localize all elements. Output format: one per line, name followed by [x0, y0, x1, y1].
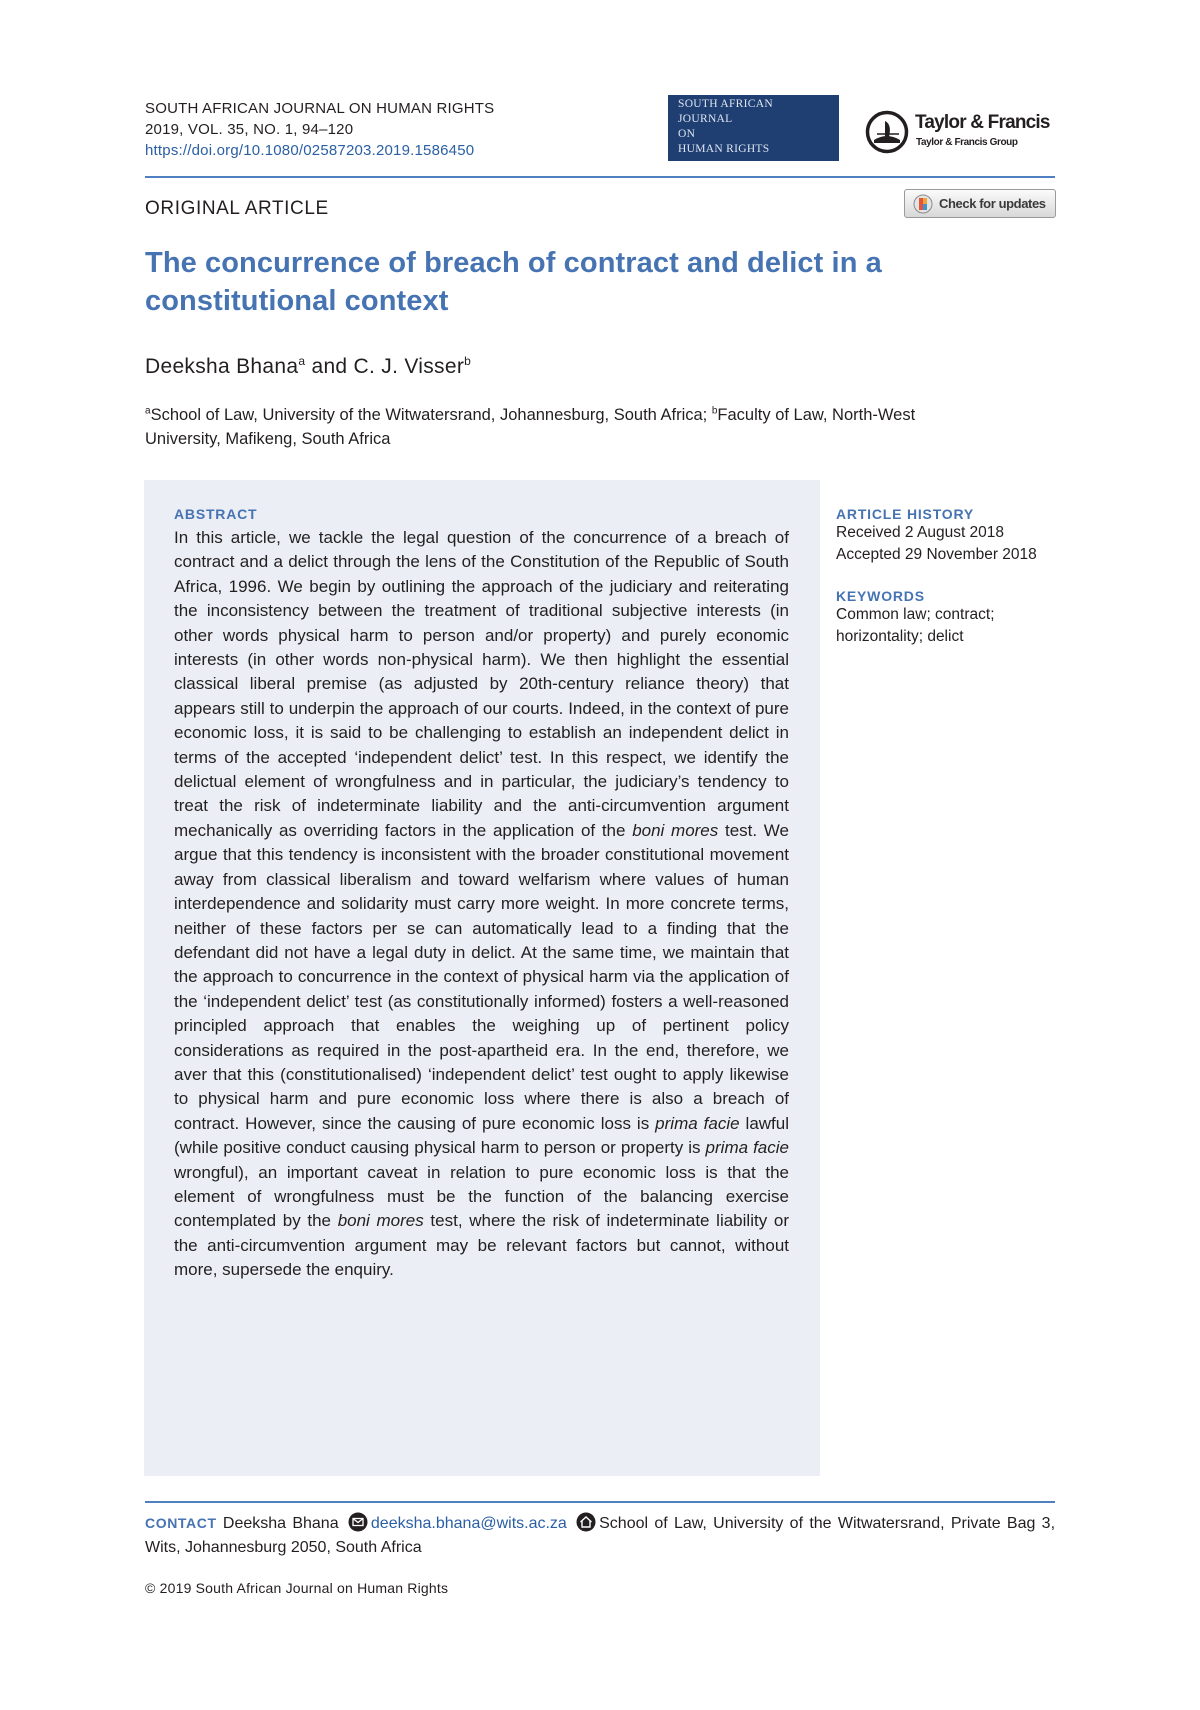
abstract-italic: boni mores — [337, 1211, 424, 1231]
contact-email-link[interactable]: deeksha.bhana@wits.ac.za — [370, 1515, 567, 1532]
author-separator: and — [305, 355, 354, 378]
contact-label: CONTACT — [145, 1515, 217, 1531]
copyright-notice: © 2019 South African Journal on Human Rights — [145, 1580, 449, 1596]
abstract-text — [174, 526, 789, 1283]
journal-cover-logo — [668, 95, 839, 161]
affiliation-mark: b — [464, 354, 472, 368]
journal-header — [145, 98, 1055, 176]
keywords-list: Common law; contract; horizontality; delict — [836, 606, 995, 645]
abstract-segment: In this article, we tackle the legal question of the concurrence of a breach of contract and a delict through the lens of the Constitution of the Republic of South Africa, 1996. We begin by outlining the approach of the judiciary and reiterating the inconsistency between the treatment of traditional subjective interests (in other words physical harm to person and/or property) and purely economic interests (in other words non-physical harm). We then highlight the essential classical liberal premise (as adjusted by 20th-century reliance theory) that appears still to underpin the approach of our courts. Indeed, in the context of pure economic loss, it is said to be challenging to establish an independent delict in terms of the accepted ‘independent delict’ test. In this respect, we identify the delictual element of wrongfulness and in particular, the judiciary’s tendency to treat the risk of indeterminate liability and the anti-circumvention argument mechanically as overriding factors in the application of the — [174, 528, 789, 840]
affiliation-mark: b — [711, 405, 718, 417]
journal-meta — [145, 98, 494, 161]
article-sidebar — [836, 506, 1066, 648]
cover-line: SOUTH AFRICAN — [678, 98, 773, 110]
abstract-heading: ABSTRACT — [174, 506, 258, 522]
doi-link[interactable]: https://doi.org/10.1080/02587203.2019.1586450 — [145, 142, 475, 159]
author-list — [145, 355, 471, 379]
address-icon — [576, 1512, 596, 1532]
received-date: Received 2 August 2018 — [836, 524, 1005, 541]
email-icon — [348, 1512, 368, 1532]
author-name: Deeksha Bhana — [145, 355, 299, 378]
crossmark-icon — [913, 194, 933, 214]
footer-divider — [145, 1501, 1055, 1503]
volume-info: 2019, VOL. 35, NO. 1, 94–120 — [145, 121, 354, 138]
contact-info — [145, 1511, 1055, 1560]
affiliation-a: School of Law, University of the Witwatersrand, Johannesburg, South Africa; — [150, 406, 712, 424]
article-title: The concurrence of breach of contract and delict in a constitutional context — [145, 247, 882, 317]
abstract-italic: prima facie — [655, 1113, 740, 1133]
check-for-updates-label: Check for updates — [939, 196, 1046, 211]
affiliation-mark: a — [145, 405, 151, 417]
affiliation-b: Faculty of Law, North-West University, Mafikeng, South Africa — [145, 406, 916, 448]
article-history-heading: ARTICLE HISTORY — [836, 506, 975, 522]
publisher-name: Taylor & Francis — [915, 112, 1050, 133]
abstract-segment: lawful (while positive conduct causing physical harm to person or property is — [174, 1113, 789, 1158]
accepted-date: Accepted 29 November 2018 — [836, 546, 1037, 563]
abstract-italic: boni mores — [632, 820, 719, 840]
article-type: ORIGINAL ARTICLE — [145, 198, 329, 219]
cover-line: HUMAN RIGHTS — [678, 143, 770, 155]
keywords-heading: KEYWORDS — [836, 588, 925, 604]
cover-line: JOURNAL — [678, 113, 733, 125]
publisher-emblem-icon — [865, 110, 909, 154]
header-divider — [145, 176, 1055, 178]
contact-address: School of Law, University of the Witwatersrand, Private Bag 3, Wits, Johannesburg 2050, South Africa — [145, 1515, 1056, 1556]
cover-line: ON — [678, 128, 696, 140]
journal-name: SOUTH AFRICAN JOURNAL ON HUMAN RIGHTS — [145, 100, 495, 117]
author-name: C. J. Visser — [353, 355, 465, 378]
publisher-group: Taylor & Francis Group — [916, 137, 1018, 148]
abstract-box — [144, 480, 820, 1476]
abstract-segment: test, where the risk of indeterminate liability or the anti-circumvention argument may be relevant factors but cannot, without more, supersede the enquiry. — [174, 1211, 789, 1280]
abstract-segment: test. We argue that this tendency is inconsistent with the broader constitutional movement away from classical liberalism and toward welfarism where values of human interdependence and solidarity must carry more weight. In more concrete terms, neither of these factors per se can automatically lead to a finding that the defendant did not have a legal duty in delict. At the same time, we maintain that the approach to concurrence in the context of physical harm via the application of the ‘independent delict’ test (as constitutionally informed) fosters a well-reasoned principled approach that enables the weighing up of pertinent policy considerations as required in the post-apartheid era. In the end, therefore, we aver that this (constitutionalised) ‘independent delict’ test ought to apply likewise to physical harm and pure economic loss where there is also a breach of contract. However, since the causing of pure economic loss is — [174, 820, 789, 1133]
check-for-updates-button[interactable] — [904, 189, 1056, 218]
contact-name: Deeksha Bhana — [222, 1515, 339, 1532]
affiliation-mark: a — [298, 354, 306, 368]
abstract-italic: prima facie — [705, 1138, 789, 1158]
publisher-logo — [865, 110, 1060, 156]
abstract-segment: wrongful), an important caveat in relation to pure economic loss is that the element of wrongfulness must be the function of the balancing exercise contemplated by the — [174, 1162, 789, 1231]
affiliations — [145, 403, 995, 451]
